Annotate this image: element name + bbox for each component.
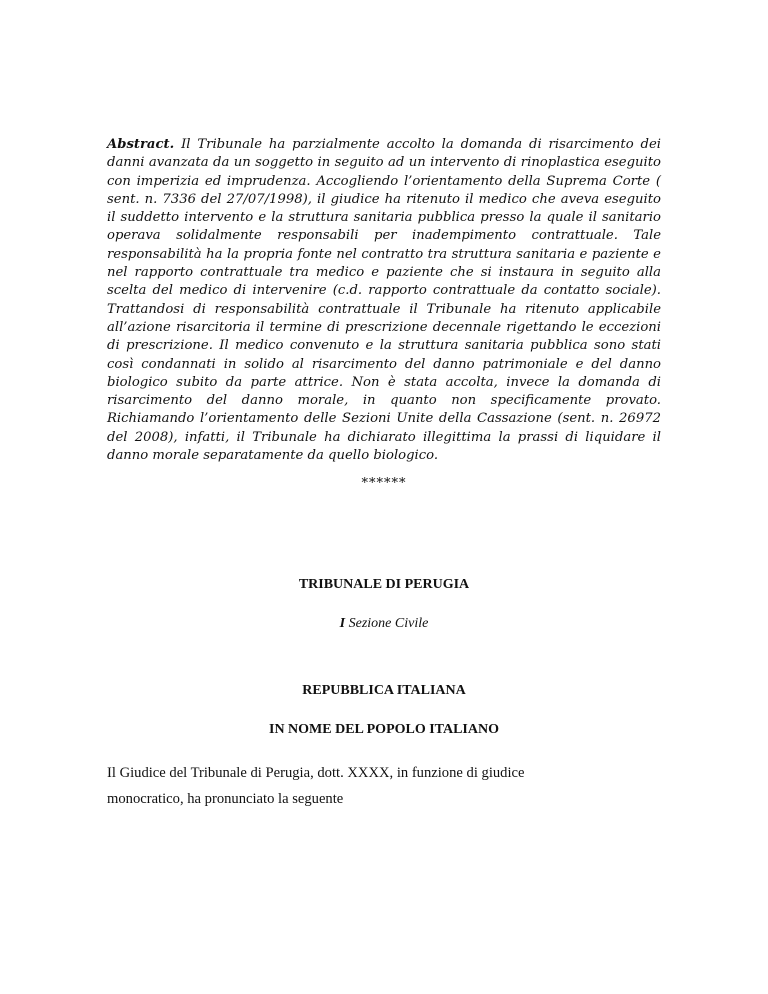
section-separator: ****** — [361, 476, 407, 491]
court-section — [0, 616, 768, 632]
abstract-paragraph — [107, 136, 661, 465]
in-name-heading: IN NOME DEL POPOLO ITALIANO — [269, 722, 499, 737]
court-section-text: Sezione Civile — [348, 616, 429, 631]
judgment-intro — [107, 760, 667, 812]
abstract-text: Il Tribunale ha parzialmente accolto la domanda di risarcimento dei danni avanzata da un soggetto in seguito ad un intervento di rinoplastica eseguito con imperizia ed imprudenza. Accogliendo l’orientamento della Suprema Corte ( sent. n. 7336 del 27/07/1998), il giudice ha ritenuto il medico che aveva eseguito il suddetto intervento e la struttura sanitaria pubblica presso la quale il sanitario operava solidalmente responsabili per inadempimento contrattuale. Tale responsabilità ha la propria fonte nel contratto tra struttura sanitaria e paziente e nel rapporto contrattuale tra medico e paziente che si instaura in seguito alla scelta del medico di intervenire (c.d. rapporto contrattuale da contatto sociale). Trattandosi di responsabilità contrattuale il Tribunale ha ritenuto applicabile all’azione risarcitoria il termine di prescrizione decennale rigettando le eccezioni di prescrizione. Il medico convenuto e la struttura sanitaria pubblica sono stati così condannati in solido al risarcimento del danno patrimoniale e del danno biologico subito da parte attrice. Non è stata accolta, invece la domanda di risarcimento del danno morale, in quanto non specificamente provato. Richiamando l’orientamento delle Sezioni Unite della Cassazione (sent. n. 26972 del 2008), infatti, il Tribunale ha dichiarato illegittima la prassi di liquidare il danno morale separatamente da quello biologico. — [107, 137, 661, 464]
court-name-heading: TRIBUNALE DI PERUGIA — [298, 577, 470, 592]
judgment-intro-line-2: monocratico, ha pronunciato la seguente — [107, 791, 344, 807]
judgment-intro-line-1: Il Giudice del Tribunale di Perugia, dott. XXXX, in funzione di giudice — [107, 765, 525, 781]
republic-heading: REPUBBLICA ITALIANA — [302, 683, 466, 698]
abstract-label: Abstract. — [107, 137, 175, 152]
court-section-number: I — [339, 616, 346, 631]
